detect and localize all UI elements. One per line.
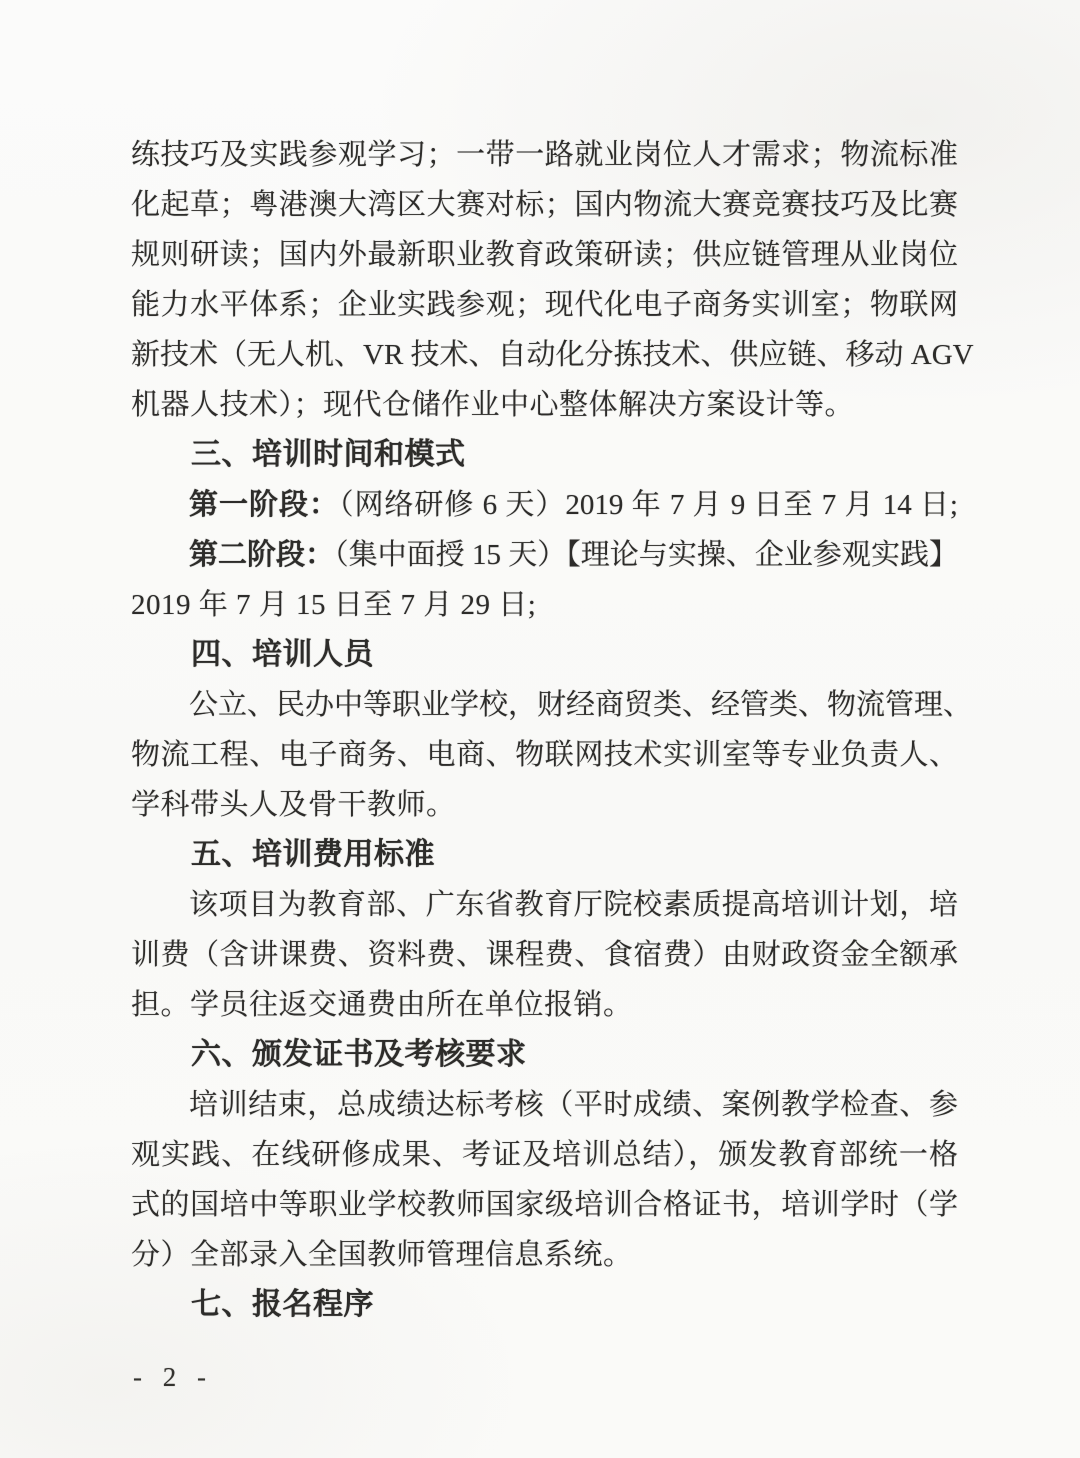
body-line: 规则研读；国内外最新职业教育政策研读；供应链管理从业岗位	[131, 239, 958, 271]
page-number: - 2 -	[133, 1362, 213, 1392]
body-line: 培训结束，总成绩达标考核（平时成绩、案例教学检查、参	[189, 1089, 958, 1121]
stage-1-text: （网络研修 6 天）2019 年 7 月 9 日至 7 月 14 日;	[338, 489, 958, 521]
body-line: 分）全部录入全国教师管理信息系统。	[131, 1239, 633, 1271]
body-line: 学科带头人及骨干教师。	[131, 789, 456, 821]
section-heading-5: 五、培训费用标准	[191, 838, 435, 871]
stage-2-text: （集中面授 15 天）【理论与实操、企业参观实践】	[334, 539, 958, 571]
body-line: 训费（含讲课费、资料费、课程费、食宿费）由财政资金全额承	[131, 939, 958, 971]
body-line: 式的国培中等职业学校教师国家级培训合格证书，培训学时（学	[131, 1189, 958, 1221]
stage-2-label: 第二阶段：	[189, 539, 335, 571]
body-line: 物流工程、电子商务、电商、物联网技术实训室等专业负责人、	[131, 739, 958, 771]
body-line: 练技巧及实践参观学习；一带一路就业岗位人才需求；物流标准	[131, 139, 958, 171]
body-line: 机器人技术）；现代仓储作业中心整体解决方案设计等。	[131, 389, 855, 421]
section-heading-7: 七、报名程序	[191, 1288, 374, 1321]
body-line: 2019 年 7 月 15 日至 7 月 29 日;	[131, 589, 537, 621]
stage-1-label: 第一阶段：	[189, 489, 339, 521]
body-line: 观实践、在线研修成果、考证及培训总结），颁发教育部统一格	[131, 1139, 958, 1171]
body-line: 新技术（无人机、VR 技术、自动化分拣技术、供应链、移动 AGV	[131, 339, 974, 371]
stage-1-line	[131, 480, 958, 530]
section-heading-6: 六、颁发证书及考核要求	[191, 1038, 527, 1071]
section-heading-4: 四、培训人员	[191, 638, 374, 671]
body-line: 能力水平体系；企业实践参观；现代化电子商务实训室；物联网	[131, 289, 958, 321]
section-heading-3: 三、培训时间和模式	[191, 438, 466, 471]
body-line: 化起草；粤港澳大湾区大赛对标；国内物流大赛竞赛技巧及比赛	[131, 189, 958, 221]
body-line: 该项目为教育部、广东省教育厅院校素质提高培训计划，培	[189, 889, 958, 921]
stage-2-line	[131, 530, 958, 580]
document-body	[131, 130, 974, 1330]
body-line: 公立、民办中等职业学校，财经商贸类、经管类、物流管理、	[189, 689, 973, 721]
body-line: 担。学员往返交通费由所在单位报销。	[131, 989, 633, 1021]
